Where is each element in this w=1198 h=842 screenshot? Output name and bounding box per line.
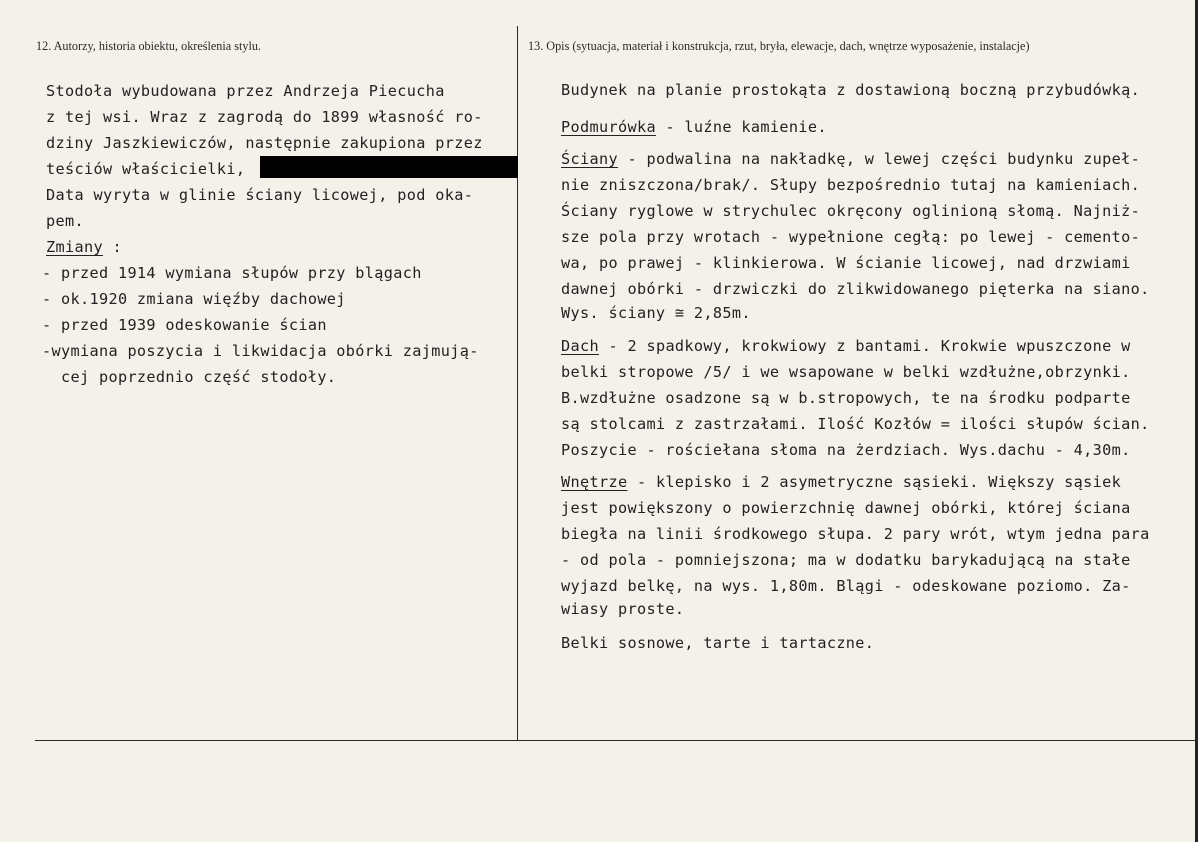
foundation-paragraph (561, 114, 827, 140)
change-item: - przed 1914 wymiana słupów przy blągach (42, 264, 422, 282)
walls-line: Wys. ściany ≅ 2,85m. (561, 304, 751, 322)
roof-line: są stolcami z zastrzałami. Ilość Kozłów = ilości słupów ścian. (561, 415, 1150, 433)
interior-first-line (561, 469, 1121, 495)
interior-line: - od pola - pomniejszona; ma w dodatku barykadującą na stałe (561, 551, 1131, 569)
history-line: dziny Jaszkiewiczów, następnie zakupiona przez (46, 134, 483, 152)
interior-line: biegła na linii środkowego słupa. 2 pary wrót, wtym jedna para (561, 525, 1150, 543)
history-line: teściów właścicielki, (46, 160, 246, 178)
roof-text: - 2 spadkowy, krokwiowy z bantami. Krokwie wpuszczone w (598, 337, 1131, 355)
interior-label: Wnętrze (561, 473, 628, 491)
walls-first-line (561, 146, 1140, 172)
bottom-rule (35, 740, 1198, 741)
walls-line: sze pola przy wrotach - wypełnione cegłą: po lewej - cemento- (561, 228, 1141, 246)
history-line: z tej wsi. Wraz z zagrodą do 1899 własność ro- (46, 108, 483, 126)
intro-line: Budynek na planie prostokąta z dostawioną boczną przybudówką. (561, 81, 1141, 99)
foundation-text: - luźne kamienie. (655, 118, 827, 136)
walls-text: - podwalina na nakładkę, w lewej części budynku zupeł- (617, 150, 1141, 168)
left-heading: 12. Autorzy, historia obiektu, określenia stylu. (36, 39, 261, 53)
roof-line: B.wzdłużne osadzone są w b.stropowych, te na środku podparte (561, 389, 1131, 407)
roof-first-line (561, 333, 1131, 359)
walls-line: nie zniszczona/brak/. Słupy bezpośrednio tutaj na kamieniach. (561, 176, 1141, 194)
history-line: Stodoła wybudowana przez Andrzeja Piecucha (46, 82, 445, 100)
interior-text: - klepisko i 2 asymetryczne sąsieki. Większy sąsiek (627, 473, 1122, 491)
changes-heading (46, 234, 122, 260)
closing-line: Belki sosnowe, tarte i tartaczne. (561, 634, 875, 652)
roof-line: Poszycie - rościełana słoma na żerdziach. Wys.dachu - 4,30m. (561, 441, 1131, 459)
change-item: - przed 1939 odeskowanie ścian (42, 316, 327, 334)
right-heading: 13. Opis (sytuacja, materiał i konstrukcja, rzut, bryła, elewacje, dach, wnętrze wyposażenie, instalacje) (528, 39, 1030, 53)
changes-label: Zmiany (46, 238, 103, 256)
changes-colon: : (102, 238, 122, 256)
walls-label: Ściany (561, 150, 618, 168)
interior-line: wyjazd belkę, na wys. 1,80m. Blągi - odeskowane poziomo. Za- (561, 577, 1131, 595)
change-item: - ok.1920 zmiana więźby dachowej (42, 290, 346, 308)
redaction-bar (260, 156, 518, 178)
roof-label: Dach (561, 337, 599, 355)
history-line: Data wyryta w glinie ściany licowej, pod oka- (46, 186, 474, 204)
history-line: pem. (46, 212, 84, 230)
column-divider (517, 26, 518, 741)
roof-line: belki stropowe /5/ i we wsapowane w belki wzdłużne,obrzynki. (561, 363, 1131, 381)
walls-line: Ściany ryglowe w strychulec okręcony oglinioną słomą. Najniż- (561, 202, 1141, 220)
foundation-label: Podmurówka (561, 118, 656, 136)
interior-line: jest powiększony o powierzchnię dawnej obórki, której ściana (561, 499, 1131, 517)
change-item: -wymiana poszycia i likwidacja obórki zajmują- (42, 342, 479, 360)
walls-line: wa, po prawej - klinkierowa. W ścianie licowej, nad drzwiami (561, 254, 1131, 272)
walls-line: dawnej obórki - drzwiczki do zlikwidowanego pięterka na siano. (561, 280, 1150, 298)
change-item: cej poprzednio część stodoły. (42, 368, 337, 386)
interior-line: wiasy proste. (561, 600, 685, 618)
